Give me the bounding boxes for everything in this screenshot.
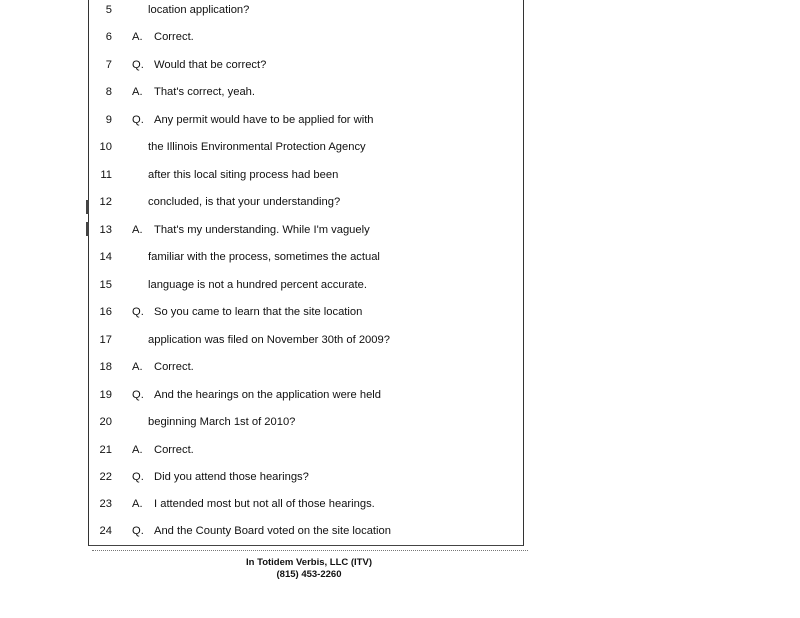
line-text: the Illinois Environmental Protection Agency — [148, 141, 366, 153]
line-text: Any permit would have to be applied for with — [154, 114, 374, 126]
line-text: Correct. — [154, 444, 194, 456]
line-number: 24 — [99, 525, 112, 537]
transcript-line — [0, 0, 520, 20]
line-number: 5 — [105, 4, 112, 16]
transcript-line — [0, 247, 520, 267]
line-number: 20 — [99, 416, 112, 428]
transcript-line — [0, 521, 520, 541]
line-text: And the hearings on the application were held — [154, 389, 382, 401]
line-number: 21 — [99, 444, 112, 456]
transcript-line — [0, 55, 520, 75]
speaker-label: Q. — [132, 471, 144, 483]
line-number: 18 — [99, 361, 112, 373]
footer-company: In Totidem Verbis, LLC (ITV) — [246, 557, 372, 568]
transcript-line — [0, 467, 520, 487]
line-text: And the County Board voted on the site location — [154, 525, 391, 537]
speaker-label: Q. — [132, 59, 144, 71]
line-text: That's correct, yeah. — [154, 86, 255, 98]
line-text: Correct. — [154, 31, 194, 43]
transcript-line — [0, 440, 520, 460]
line-text: That's my understanding. While I'm vaguely — [154, 224, 370, 236]
line-text: concluded, is that your understanding? — [148, 196, 341, 208]
transcript-line — [0, 110, 520, 130]
line-number: 17 — [99, 334, 112, 346]
line-text: location application? — [148, 4, 250, 16]
line-text: beginning March 1st of 2010? — [148, 416, 296, 428]
speaker-label: Q. — [132, 389, 144, 401]
transcript-line — [0, 412, 520, 432]
line-text: Correct. — [154, 361, 194, 373]
line-number: 6 — [105, 31, 112, 43]
page-bottom-edge — [92, 548, 528, 551]
speaker-label: A. — [132, 498, 143, 510]
line-text: after this local siting process had been — [148, 169, 339, 181]
footer-phone: (815) 453-2260 — [276, 569, 342, 580]
transcript-line — [0, 302, 520, 322]
line-number: 19 — [99, 389, 112, 401]
transcript-line — [0, 27, 520, 47]
transcript-line — [0, 192, 520, 212]
line-number: 11 — [100, 169, 112, 181]
line-number: 14 — [99, 251, 112, 263]
speaker-label: Q. — [132, 525, 144, 537]
transcript-line — [0, 330, 520, 350]
transcript-line — [0, 82, 520, 102]
transcript-line — [0, 357, 520, 377]
line-number: 12 — [99, 196, 112, 208]
transcript-line — [0, 220, 520, 240]
line-number: 13 — [99, 224, 112, 236]
line-number: 23 — [99, 498, 112, 510]
speaker-label: A. — [132, 224, 143, 236]
line-text: language is not a hundred percent accurate. — [148, 279, 367, 291]
line-number: 10 — [99, 141, 112, 153]
line-text: Did you attend those hearings? — [154, 471, 309, 483]
line-text: I attended most but not all of those hearings. — [154, 498, 375, 510]
transcript-line — [0, 494, 520, 514]
transcript-line — [0, 165, 520, 185]
speaker-label: A. — [132, 444, 143, 456]
speaker-label: A. — [132, 86, 143, 98]
line-text: So you came to learn that the site location — [154, 306, 363, 318]
transcript-line — [0, 385, 520, 405]
line-number: 8 — [105, 86, 112, 98]
line-number: 7 — [105, 59, 112, 71]
line-text: familiar with the process, sometimes the actual — [148, 251, 380, 263]
speaker-label: Q. — [132, 306, 144, 318]
line-number: 9 — [105, 114, 112, 126]
line-number: 16 — [99, 306, 112, 318]
line-text: Would that be correct? — [154, 59, 267, 71]
speaker-label: Q. — [132, 114, 144, 126]
line-number: 15 — [99, 279, 112, 291]
transcript-line — [0, 275, 520, 295]
transcript-line — [0, 137, 520, 157]
speaker-label: A. — [132, 361, 143, 373]
speaker-label: A. — [132, 31, 143, 43]
line-text: application was filed on November 30th of 2009? — [148, 334, 390, 346]
line-number: 22 — [99, 471, 112, 483]
